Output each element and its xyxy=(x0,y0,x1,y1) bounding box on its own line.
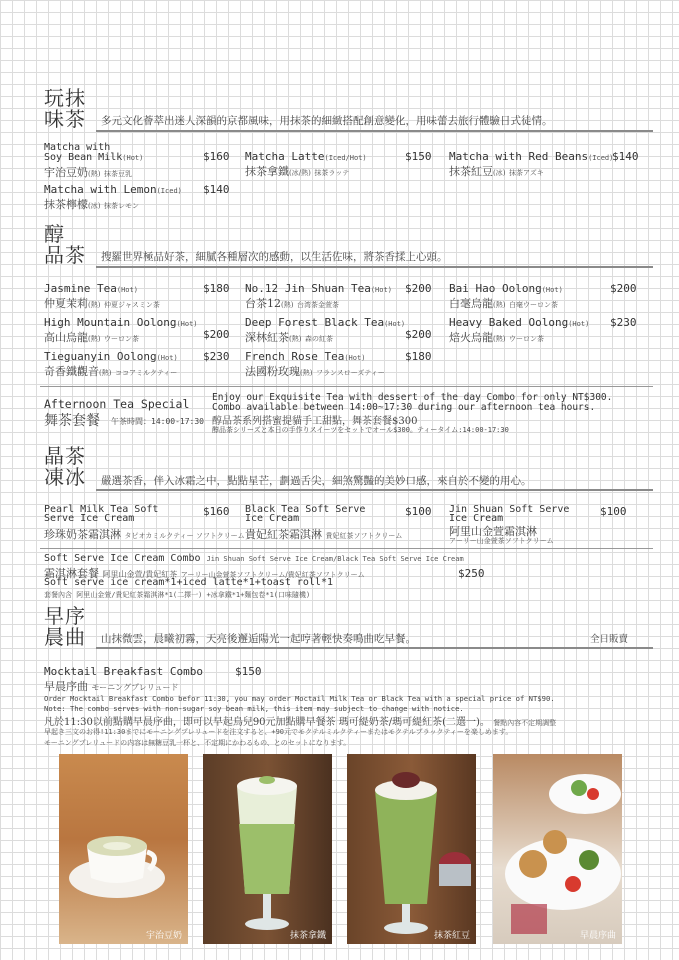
menu-item-price: $200 xyxy=(405,282,432,295)
menu-item-name: Ice Cream xyxy=(449,513,504,524)
menu-item-price: $180 xyxy=(203,282,230,295)
photo-caption: 抹茶紅豆 xyxy=(433,931,470,941)
afternoon-special-line: Combo available between 14:00~17:30 during our afternoon tea hours. xyxy=(212,402,596,413)
menu-item-zh: 抹茶紅豆(冰) 抹茶アズキ xyxy=(449,165,544,178)
photo-caption: 宇治豆奶 xyxy=(145,931,182,941)
ice-combo-detail: Soft serve ice cream*1+iced latte*1+toast roll*1 xyxy=(44,577,333,588)
menu-item-name: Matcha with xyxy=(44,142,111,153)
afternoon-special-time: 午茶時間：14:00-17:30 xyxy=(111,417,204,426)
menu-item-zh: 法國粉玫瑰(熱) フランスローズティー xyxy=(245,365,385,378)
menu-item-name: Heavy Baked Oolong(Hot) xyxy=(449,316,590,329)
menu-item-price: $140 xyxy=(203,183,230,196)
breakfast-combo-price: $150 xyxy=(235,665,262,678)
breakfast-note: 早起き三文のお得!11:30までにモーニングプレリュードを注文すると、+90元でモクテルミルクティーまたはモクテルブラックティーを楽しめます。 xyxy=(44,728,513,736)
menu-item-zh: 抹茶拿鐵(冰/熱) 抹茶ラッテ xyxy=(245,165,350,178)
divider xyxy=(96,266,653,268)
ice-combo-price: $250 xyxy=(458,567,485,580)
menu-item-name: French Rose Tea(Hot) xyxy=(245,350,366,363)
menu-item-name: Matcha Latte(Iced/Hot) xyxy=(245,150,367,163)
menu-item-price: $200 xyxy=(405,328,432,341)
photo-caption: 抹茶拿鐵 xyxy=(289,931,326,941)
menu-item-name: Bai Hao Oolong(Hot) xyxy=(449,282,563,295)
menu-item-jp: アーリー山金萱茶ソフトクリーム xyxy=(449,537,554,545)
menu-item-name: No.12 Jin Shuan Tea(Hot) xyxy=(245,282,392,295)
breakfast-note: Note: The combo serves with non-sugar soy bean milk, this item may subject to change with notice. xyxy=(44,704,464,713)
menu-item-zh: 高山烏龍(熱) ウーロン茶 xyxy=(44,331,139,344)
photo-matcha-latte xyxy=(203,754,332,944)
section-breakfast-title-2: 晨曲 xyxy=(44,625,86,649)
menu-item-price: $200 xyxy=(203,328,230,341)
divider xyxy=(40,386,653,387)
photo-soy-matcha xyxy=(59,754,188,944)
afternoon-special-line: 醇品茶シリーズと本日の手作りスイーツをセットでオール$300。ティータイム:14:00-17:30 xyxy=(212,426,509,434)
menu-item-price: $200 xyxy=(610,282,637,295)
menu-item-price: $230 xyxy=(203,350,230,363)
menu-item-zh: 焙火烏龍(熱) ウーロン茶 xyxy=(449,331,544,344)
breakfast-combo-zh: 早晨序曲 モーニングプレリュード xyxy=(44,680,179,693)
section-breakfast-desc: 山抹微雲，晨曦初霧，天亮後邂逅陽光一起哼著輕快奏鳴曲吃早餐。 xyxy=(101,633,416,645)
menu-item-price: $230 xyxy=(610,316,637,329)
menu-item-zh: 仲夏茉莉(熱) 仲夏ジャスミン茶 xyxy=(44,297,160,310)
menu-item-price: $180 xyxy=(405,350,432,363)
menu-item-name: Soy Bean Milk(Hot) xyxy=(44,152,144,163)
divider xyxy=(96,130,653,132)
section-ice-title-2: 凍冰 xyxy=(44,465,86,489)
breakfast-note: 凡於11:30以前點購早晨序曲，即可以早起鳥兒90元加點購早餐茶 瑪可緹奶茶/瑪可緹紅茶(二選一)。 餐點內容不定期調整 xyxy=(44,717,557,728)
menu-item-zh: 台茶12(熱) 台湾茶金萱茶 xyxy=(245,297,339,310)
menu-item-zh: 深林紅茶(熱) 森の紅茶 xyxy=(245,331,333,344)
menu-item-zh: 抹茶檸檬(冰) 抹茶レモン xyxy=(44,198,139,211)
menu-item-name: Pearl Milk Tea Soft xyxy=(44,504,159,515)
menu-item-name: Deep Forest Black Tea(Hot) xyxy=(245,316,406,329)
section-breakfast-title-1: 早序 xyxy=(44,604,86,628)
menu-item-price: $100 xyxy=(405,505,432,518)
photo-matcha-red-bean xyxy=(347,754,476,944)
divider xyxy=(96,647,653,649)
ice-combo-name: Soft Serve Ice Cream Combo Jin Shuan Soft Serve Ice Cream/Black Tea Soft Serve Ice Cream xyxy=(44,553,464,564)
menu-item-price: $100 xyxy=(600,505,627,518)
menu-item-name: Matcha with Red Beans(Iced) xyxy=(449,150,614,163)
photo-caption: 早晨序曲 xyxy=(579,931,616,941)
menu-item-name: Black Tea Soft Serve xyxy=(245,504,366,515)
menu-item-zh: 貴妃紅茶霜淇淋 貴妃紅茶ソフトクリーム xyxy=(245,528,403,541)
section-matcha-title-1: 玩抹 xyxy=(44,86,86,110)
afternoon-special-line: 醇品茶系列搭蜜提貓手工甜點，舞茶套餐$300 xyxy=(212,416,418,427)
afternoon-special-line: Enjoy our Exquisite Tea with dessert of the day Combo for only NT$300. xyxy=(212,392,613,403)
menu-item-zh: 珍珠奶茶霜淇淋 タピオカミルクティー ソフトクリーム xyxy=(44,528,245,541)
menu-item-zh: 白毫烏龍(熱) 白毫ウーロン茶 xyxy=(449,297,558,310)
afternoon-special-zh: 舞茶套餐 xyxy=(44,413,100,429)
ice-combo-zh: 霜淇淋套餐 阿里山金萱/貴妃紅茶 アーリー山金萱茶ソフトクリーム/貴妃紅茶ソフトクリーム xyxy=(44,567,365,580)
menu-item-price: $160 xyxy=(203,505,230,518)
breakfast-note: Order Mocktail Breakfast Combo befor 11:30, you may order Moctail Milk Tea or Black Tea with a special price of NT$90. xyxy=(44,694,555,703)
section-tea-title-2: 品茶 xyxy=(44,243,86,267)
menu-item-name: Jasmine Tea(Hot) xyxy=(44,282,138,295)
menu-item-name: Matcha with Lemon(Iced) xyxy=(44,183,182,196)
all-day-label: 全日販賣 xyxy=(590,634,629,645)
afternoon-special-name: Afternoon Tea Special xyxy=(44,397,190,411)
menu-item-price: $160 xyxy=(203,150,230,163)
menu-item-name: Tieguanyin Oolong(Hot) xyxy=(44,350,178,363)
section-tea-desc: 搜羅世界極品好茶，細膩各種層次的感動，以生活佐味，將茶香揉上心頭。 xyxy=(101,251,448,263)
menu-item-price: $140 xyxy=(612,150,639,163)
section-ice-desc: 嚴選茶香，伴入冰霜之中，點點星芒，劃過舌尖，細煞驚豔的美妙口感，來自於不變的用心。 xyxy=(101,475,532,487)
section-matcha-desc: 多元文化薈萃出迷人深韻的京都風味，用抹茶的細緻搭配創意變化，用味蕾去旅行體驗日式徒情。 xyxy=(101,115,553,127)
menu-item-name: Serve Ice Cream xyxy=(44,513,135,524)
divider xyxy=(96,489,653,491)
photo-breakfast xyxy=(493,754,622,944)
section-matcha-title-2: 味茶 xyxy=(44,107,86,131)
ice-combo-detail: 套餐內含 阿里山金萱/貴妃紅茶霜淇淋*1(二擇一) +冰拿鐵*1+麵包卷*1(口味隨機) xyxy=(44,591,311,599)
section-tea-title-1: 醇 xyxy=(44,222,65,246)
menu-item-zh: 宇治豆奶(熱) 抹茶豆乳 xyxy=(44,166,132,179)
menu-item-zh: 奇香鐵觀音(熱) ココアミルクティー xyxy=(44,365,178,378)
breakfast-note: モーニングプレリュードの内容は無糖豆乳一杯と、不定期にかわるもの、とのセットになります。 xyxy=(44,739,351,747)
menu-item-zh: 阿里山金萱霜淇淋 xyxy=(449,525,537,538)
menu-item-name: High Mountain Oolong(Hot) xyxy=(44,316,198,329)
menu-item-name: Ice Cream xyxy=(245,513,300,524)
breakfast-combo-name: Mocktail Breakfast Combo xyxy=(44,665,203,678)
menu-item-name: Jin Shuan Soft Serve xyxy=(449,504,570,515)
divider xyxy=(40,548,653,549)
section-ice-title-1: 晶茶 xyxy=(44,444,86,468)
menu-item-price: $150 xyxy=(405,150,432,163)
